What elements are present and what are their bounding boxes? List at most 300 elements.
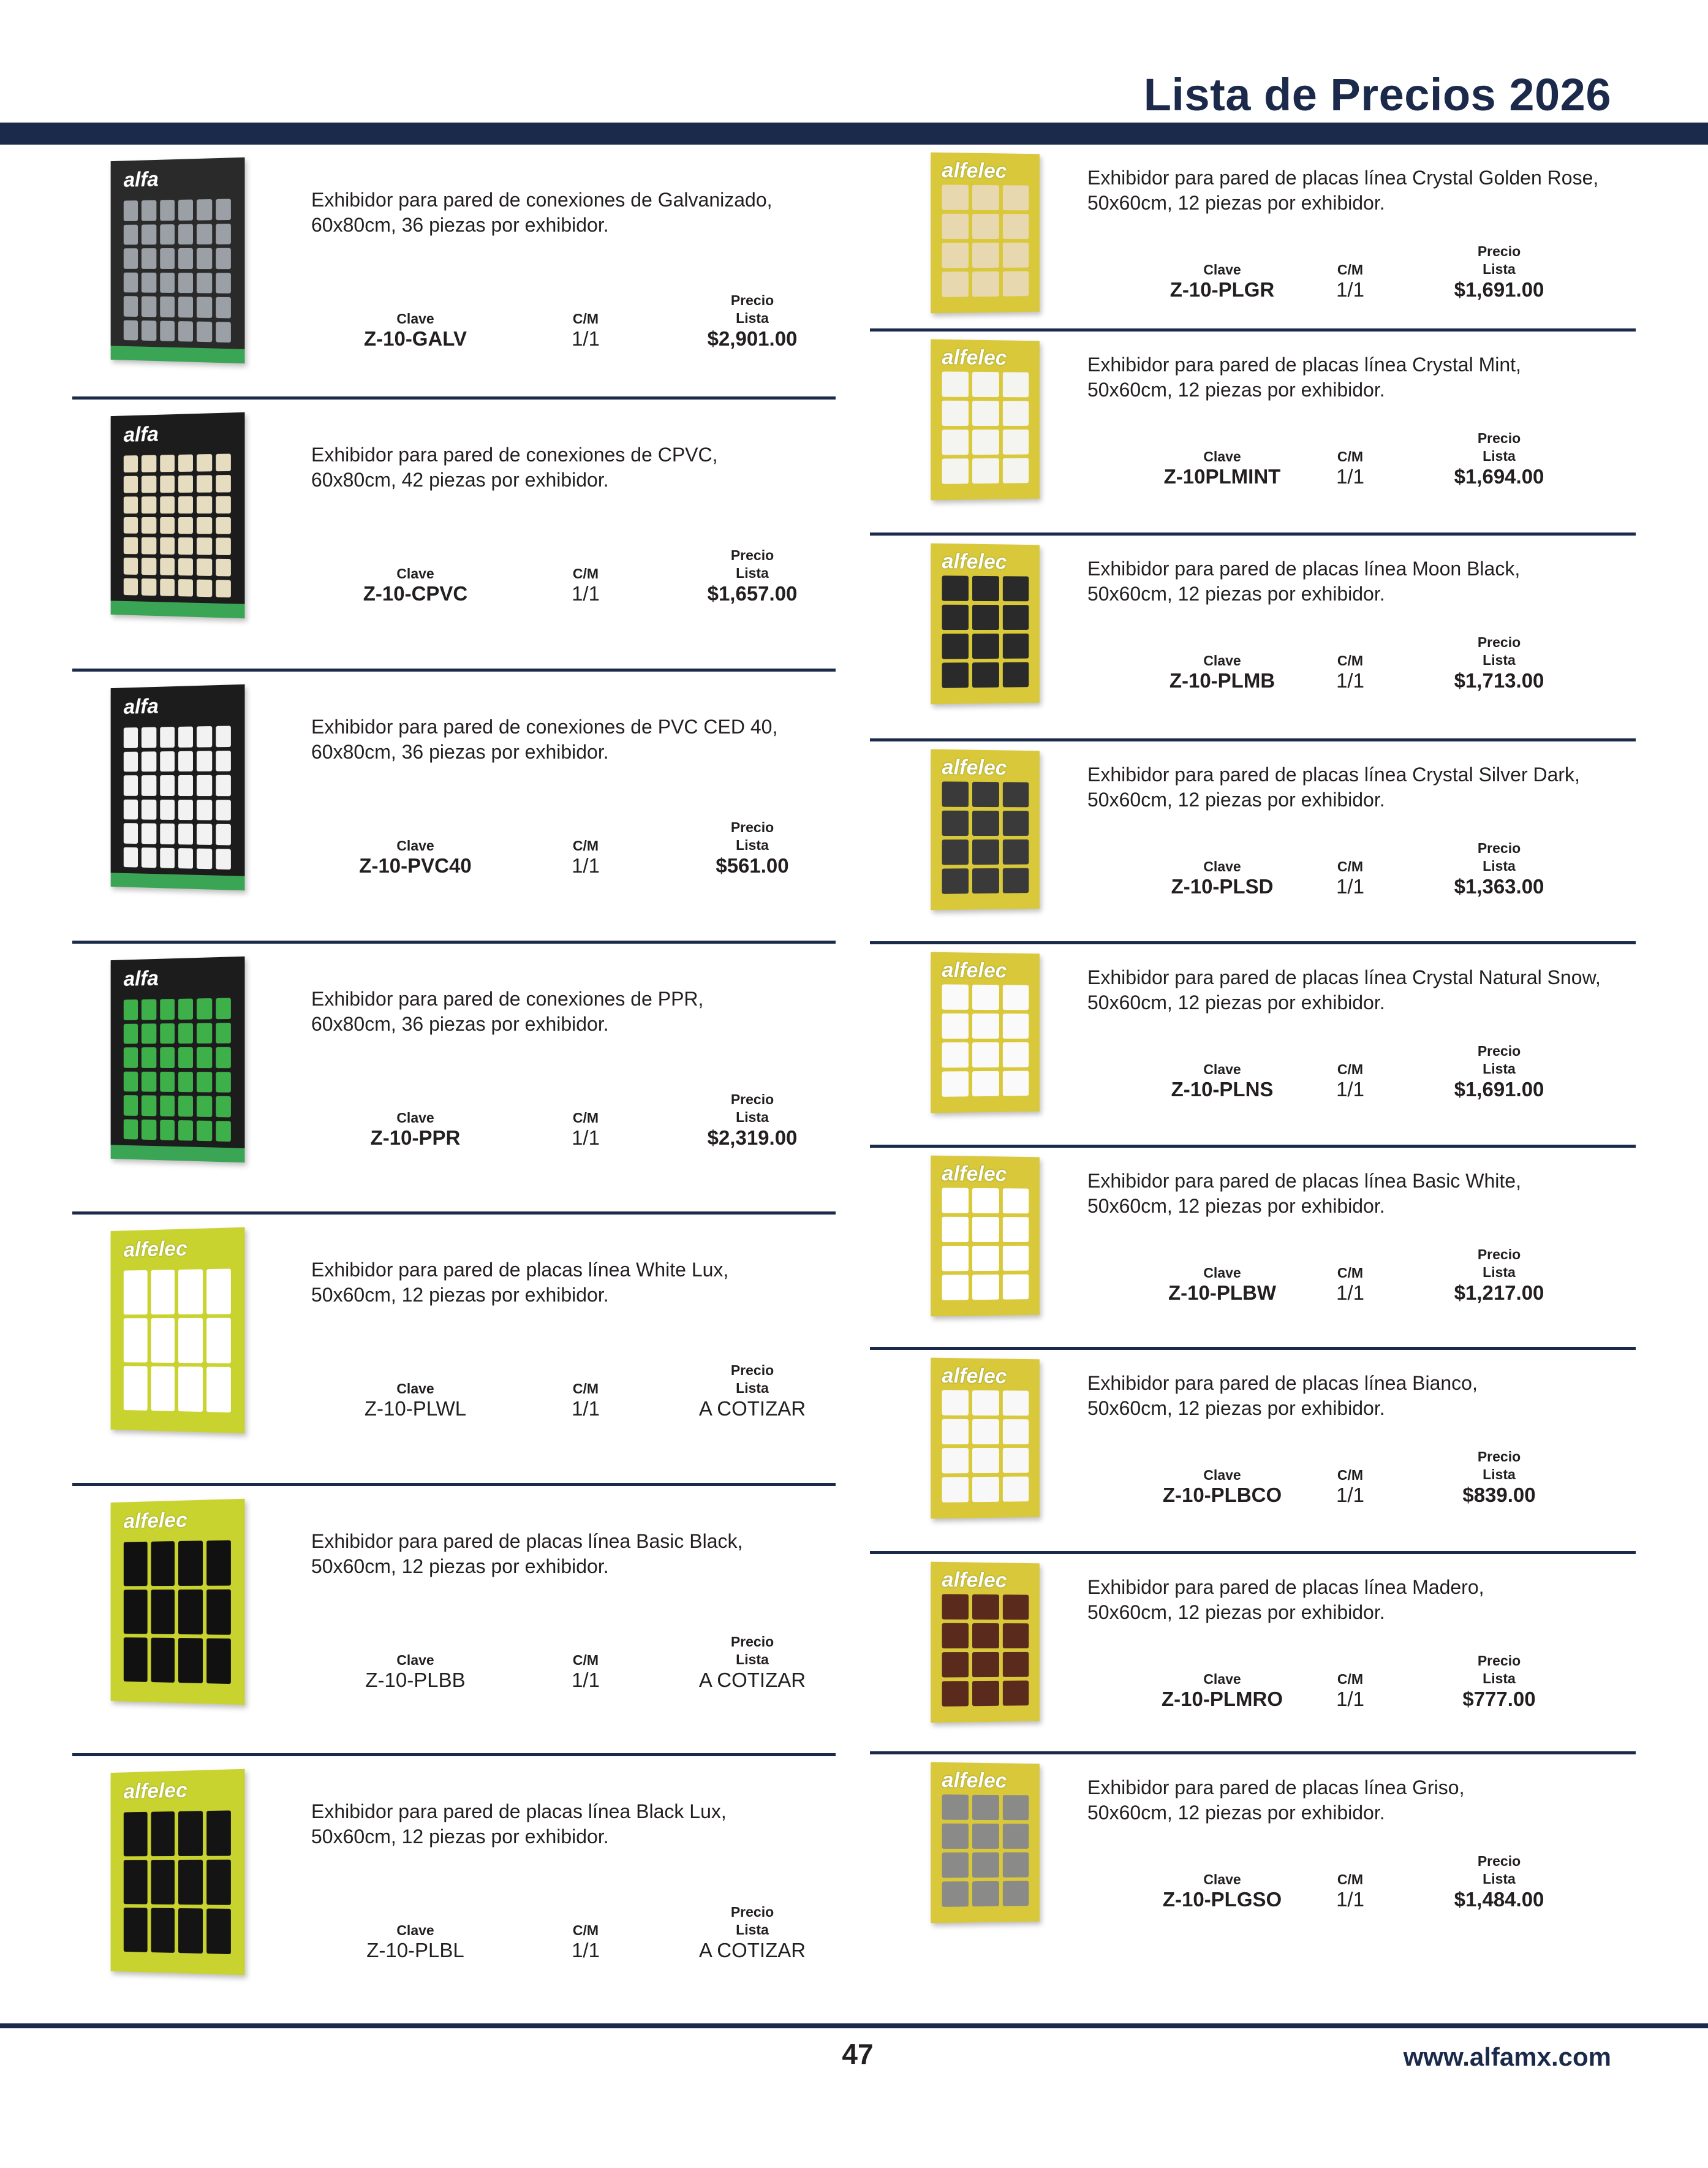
board-piece xyxy=(178,579,193,596)
board-piece xyxy=(124,1023,138,1044)
board-piece xyxy=(942,458,969,484)
clave-label: Clave xyxy=(396,1922,434,1938)
precio-value: $1,713.00 xyxy=(1454,669,1544,692)
product-image xyxy=(931,1156,1040,1316)
clave-value: Z-10-PLSD xyxy=(1171,875,1274,898)
display-board xyxy=(111,1227,245,1433)
board-piece xyxy=(197,199,212,220)
board-grid xyxy=(942,1594,1029,1707)
board-piece xyxy=(1003,985,1029,1010)
cm-label: C/M xyxy=(1337,1265,1364,1281)
board-grid xyxy=(124,726,231,870)
board-piece xyxy=(178,297,193,317)
cm-value: 1/1 xyxy=(1336,1484,1364,1506)
board-piece xyxy=(942,634,969,659)
board-piece xyxy=(942,1419,969,1444)
page-number: 47 xyxy=(842,2038,874,2070)
board-piece xyxy=(216,800,231,821)
board-piece xyxy=(972,1071,999,1096)
board-piece xyxy=(160,824,175,844)
cm-label: C/M xyxy=(572,838,599,854)
board-piece xyxy=(972,1594,999,1620)
board-piece xyxy=(206,1318,231,1363)
board-piece xyxy=(206,1860,231,1905)
product-description: Exhibidor para pared de placas línea Crystal Natural Snow, 50x60cm, 12 piezas por exhibidor. xyxy=(1087,966,1601,1014)
clave-value: Z-10-PLGSO xyxy=(1162,1888,1282,1911)
board-piece xyxy=(124,1637,147,1682)
board-piece xyxy=(160,297,175,317)
clave-value: Z-10-PLBL xyxy=(366,1939,464,1961)
board-grid xyxy=(124,998,231,1142)
board-piece xyxy=(160,799,175,820)
product-image xyxy=(109,159,244,362)
product-description: Exhibidor para pared de conexiones de CPVC, 60x80cm, 42 piezas por exhibidor. xyxy=(311,444,718,491)
board-piece xyxy=(178,1860,203,1905)
board-piece xyxy=(1003,576,1029,601)
cm-label: C/M xyxy=(572,1922,599,1938)
board-piece xyxy=(1003,662,1029,687)
board-piece xyxy=(1003,1419,1029,1444)
board-piece xyxy=(178,1269,203,1314)
board-piece xyxy=(197,580,212,597)
board-piece xyxy=(160,775,175,795)
board-piece xyxy=(1003,214,1029,239)
board-piece xyxy=(124,1590,147,1634)
display-board xyxy=(931,153,1040,314)
board-piece xyxy=(942,1275,969,1300)
board-piece xyxy=(206,1268,231,1314)
board-piece xyxy=(178,496,193,514)
precio-label: Precio Lista xyxy=(1477,1449,1521,1482)
product-item xyxy=(72,944,836,1215)
cm-label: C/M xyxy=(572,1110,599,1126)
board-piece xyxy=(1003,1246,1029,1271)
display-board xyxy=(931,952,1040,1113)
board-piece xyxy=(124,1542,147,1586)
board-piece xyxy=(124,1908,147,1952)
board-piece xyxy=(160,1023,175,1044)
cm-value: 1/1 xyxy=(1336,278,1364,301)
board-piece xyxy=(972,662,999,688)
board-piece xyxy=(197,517,212,534)
cm-label: C/M xyxy=(1337,1671,1364,1687)
product-item xyxy=(72,1756,836,1989)
product-description: Exhibidor para pared de placas línea White Lux, 50x60cm, 12 piezas por exhibidor. xyxy=(311,1259,729,1306)
board-piece xyxy=(197,1096,212,1116)
board-piece xyxy=(972,605,999,630)
board-piece xyxy=(160,727,175,748)
clave-label: Clave xyxy=(396,1110,434,1126)
board-piece xyxy=(972,1246,999,1271)
precio-value: $1,694.00 xyxy=(1454,465,1544,488)
board-piece xyxy=(178,1638,203,1683)
board-piece xyxy=(151,1908,175,1953)
board-piece xyxy=(216,273,231,294)
cm-value: 1/1 xyxy=(1336,465,1364,488)
precio-value: $1,657.00 xyxy=(707,582,798,605)
board-piece xyxy=(942,1042,969,1067)
clave-value: Z-10-PLBW xyxy=(1168,1281,1276,1304)
board-piece xyxy=(1003,1217,1029,1242)
precio-label: Precio Lista xyxy=(1477,840,1521,874)
board-piece xyxy=(197,1072,212,1093)
board-piece xyxy=(1003,1594,1029,1620)
board-piece xyxy=(1003,243,1029,268)
board-piece xyxy=(972,634,999,659)
board-piece xyxy=(142,224,156,244)
product-image xyxy=(109,1501,244,1703)
cm-value: 1/1 xyxy=(1336,1281,1364,1304)
board-piece xyxy=(124,1119,138,1140)
brand-logo: alfelec xyxy=(942,1568,1007,1593)
board-piece xyxy=(942,840,969,865)
board-piece xyxy=(160,537,175,555)
precio-label: Precio Lista xyxy=(1477,243,1521,277)
board-piece xyxy=(206,1810,231,1855)
board-piece xyxy=(151,1541,175,1586)
board-piece xyxy=(216,453,231,471)
product-item xyxy=(870,1554,1636,1754)
display-board xyxy=(931,1762,1040,1924)
board-piece xyxy=(124,1860,147,1904)
clave-value: Z-10-CPVC xyxy=(363,582,468,605)
display-board xyxy=(111,684,245,890)
board-piece xyxy=(1003,1852,1029,1878)
product-image xyxy=(931,153,1040,313)
product-description: Exhibidor para pared de placas línea Griso, 50x60cm, 12 piezas por exhibidor. xyxy=(1087,1776,1465,1824)
board-piece xyxy=(1003,1071,1029,1096)
clave-label: Clave xyxy=(1203,262,1241,278)
board-piece xyxy=(1003,271,1029,296)
board-piece xyxy=(216,517,231,534)
board-piece xyxy=(142,1095,156,1116)
board-piece xyxy=(216,1047,231,1068)
board-piece xyxy=(160,224,175,245)
clave-label: Clave xyxy=(1203,1265,1241,1281)
board-piece xyxy=(178,999,193,1020)
precio-value: $1,484.00 xyxy=(1454,1888,1544,1911)
board-piece xyxy=(972,1448,999,1473)
board-piece xyxy=(142,1047,156,1067)
board-grid xyxy=(124,1540,231,1684)
precio-value: $1,217.00 xyxy=(1454,1281,1544,1304)
board-piece xyxy=(178,224,193,244)
clave-value: Z-10-PLMB xyxy=(1169,669,1275,692)
board-piece xyxy=(178,517,193,534)
board-piece xyxy=(124,578,138,596)
board-piece xyxy=(142,799,156,819)
board-piece xyxy=(972,782,999,807)
board-piece xyxy=(178,1120,193,1141)
board-piece xyxy=(1003,1274,1029,1299)
precio-value: A COTIZAR xyxy=(698,1397,806,1420)
board-piece xyxy=(972,1188,999,1213)
board-grid xyxy=(942,984,1029,1097)
board-piece xyxy=(942,984,969,1010)
board-piece xyxy=(972,372,999,397)
board-piece xyxy=(124,200,138,221)
board-piece xyxy=(972,811,999,836)
board-piece xyxy=(1003,430,1029,455)
board-piece xyxy=(942,1623,969,1648)
board-piece xyxy=(151,1270,175,1314)
precio-label: Precio Lista xyxy=(1477,634,1521,668)
board-piece xyxy=(142,200,156,221)
board-grid xyxy=(942,781,1029,894)
board-piece xyxy=(124,727,138,748)
board-piece xyxy=(1003,840,1029,865)
board-piece xyxy=(216,297,231,318)
board-piece xyxy=(178,1072,193,1093)
product-description: Exhibidor para pared de placas línea Moon Black, 50x60cm, 12 piezas por exhibidor. xyxy=(1087,558,1521,605)
precio-value: $777.00 xyxy=(1462,1688,1536,1710)
board-piece xyxy=(151,1366,175,1411)
board-piece xyxy=(124,537,138,555)
board-piece xyxy=(942,1652,969,1677)
board-piece xyxy=(124,1095,138,1115)
board-piece xyxy=(142,296,156,317)
board-piece xyxy=(942,214,969,239)
board-piece xyxy=(197,273,212,294)
board-piece xyxy=(206,1639,231,1685)
board-piece xyxy=(178,1047,193,1068)
board-piece xyxy=(942,1217,969,1242)
clave-label: Clave xyxy=(1203,858,1241,874)
clave-value: Z-10-PLMRO xyxy=(1162,1688,1283,1710)
product-item xyxy=(72,672,836,944)
board-piece xyxy=(1003,372,1029,397)
product-item xyxy=(72,1486,836,1756)
board-piece xyxy=(124,558,138,575)
product-item xyxy=(870,1148,1636,1350)
board-piece xyxy=(1003,1390,1029,1416)
board-piece xyxy=(1003,185,1029,210)
cm-label: C/M xyxy=(572,566,599,582)
clave-label: Clave xyxy=(1203,1671,1241,1687)
board-piece xyxy=(160,272,175,293)
board-piece xyxy=(1003,1014,1029,1039)
clave-label: Clave xyxy=(396,1381,434,1397)
board-piece xyxy=(972,576,999,601)
precio-label: Precio Lista xyxy=(730,1634,774,1667)
website-link[interactable]: www.alfamx.com xyxy=(1403,2042,1611,2071)
board-piece xyxy=(160,320,175,341)
precio-value: A COTIZAR xyxy=(698,1939,806,1961)
board-piece xyxy=(124,1071,138,1091)
board-piece xyxy=(197,475,212,492)
board-piece xyxy=(972,1275,999,1300)
display-board xyxy=(931,1358,1040,1519)
board-piece xyxy=(160,476,175,493)
display-board xyxy=(111,1499,245,1705)
clave-label: Clave xyxy=(396,311,434,327)
brand-logo: alfelec xyxy=(942,1768,1007,1793)
brand-logo: alfa xyxy=(123,694,159,719)
board-piece xyxy=(197,775,212,796)
clave-value: Z-10-PPR xyxy=(370,1126,461,1149)
precio-label: Precio Lista xyxy=(730,1904,774,1938)
board-grid xyxy=(942,575,1029,688)
board-piece xyxy=(178,800,193,821)
board-piece xyxy=(160,517,175,534)
board-piece xyxy=(1003,401,1029,426)
board-piece xyxy=(942,1188,969,1213)
board-piece xyxy=(1003,1448,1029,1473)
precio-label: Precio Lista xyxy=(730,1091,774,1125)
brand-logo: alfelec xyxy=(942,958,1007,983)
board-piece xyxy=(1003,1881,1029,1906)
cm-value: 1/1 xyxy=(1336,1688,1364,1710)
board-piece xyxy=(942,781,969,807)
board-piece xyxy=(1003,1824,1029,1849)
product-item xyxy=(72,400,836,672)
cm-value: 1/1 xyxy=(572,1397,600,1420)
cm-value: 1/1 xyxy=(572,854,600,877)
board-piece xyxy=(942,430,969,455)
product-description: Exhibidor para pared de placas línea Bianco, 50x60cm, 12 piezas por exhibidor. xyxy=(1087,1372,1478,1419)
display-board xyxy=(931,339,1040,501)
board-piece xyxy=(216,538,231,555)
board-piece xyxy=(972,401,999,426)
board-piece xyxy=(942,271,969,297)
page-title: Lista de Precios 2026 xyxy=(1143,69,1611,120)
display-board xyxy=(931,544,1040,705)
board-piece xyxy=(942,1477,969,1503)
product-image xyxy=(931,1359,1040,1518)
display-board xyxy=(931,1156,1040,1317)
board-piece xyxy=(178,1541,203,1586)
board-piece xyxy=(178,455,193,472)
brand-logo: alfelec xyxy=(123,1778,187,1803)
board-piece xyxy=(972,1477,999,1502)
cm-label: C/M xyxy=(1337,1871,1364,1887)
board-piece xyxy=(142,476,156,493)
board-piece xyxy=(178,775,193,796)
board-piece xyxy=(216,824,231,845)
board-piece xyxy=(216,580,231,597)
board-piece xyxy=(206,1367,231,1413)
board-piece xyxy=(942,1071,969,1097)
board-grid xyxy=(942,1794,1029,1907)
cm-value: 1/1 xyxy=(572,1669,600,1691)
board-piece xyxy=(197,751,212,771)
board-piece xyxy=(942,1681,969,1707)
board-piece xyxy=(178,1023,193,1044)
board-piece xyxy=(1003,868,1029,893)
product-description: Exhibidor para pared de conexiones de PVC CED 40, 60x80cm, 36 piezas por exhibidor. xyxy=(311,716,778,763)
board-piece xyxy=(942,662,969,688)
board-piece xyxy=(142,320,156,341)
board-piece xyxy=(178,273,193,294)
board-piece xyxy=(142,1023,156,1044)
board-piece xyxy=(972,1419,999,1444)
board-piece xyxy=(942,1824,969,1849)
board-piece xyxy=(942,1246,969,1271)
board-piece xyxy=(124,823,138,843)
cm-label: C/M xyxy=(572,1652,599,1668)
clave-label: Clave xyxy=(1203,1871,1241,1887)
board-piece xyxy=(124,847,138,868)
board-piece xyxy=(972,868,999,893)
board-piece xyxy=(972,1217,999,1242)
board-piece xyxy=(942,401,969,426)
board-piece xyxy=(197,824,212,844)
product-image xyxy=(109,1771,244,1973)
product-item xyxy=(870,944,1636,1148)
board-piece xyxy=(972,1795,999,1820)
board-piece xyxy=(1003,782,1029,807)
board-piece xyxy=(942,811,969,836)
board-grid xyxy=(942,1390,1029,1503)
clave-value: Z-10-PLWL xyxy=(364,1397,467,1420)
board-piece xyxy=(197,848,212,869)
precio-label: Precio Lista xyxy=(1477,1653,1521,1686)
board-piece xyxy=(972,1881,999,1906)
board-piece xyxy=(972,840,999,865)
product-image xyxy=(109,686,244,889)
board-piece xyxy=(197,1120,212,1141)
precio-value: $1,363.00 xyxy=(1454,875,1544,898)
board-piece xyxy=(142,517,156,534)
product-description: Exhibidor para pared de placas línea Crystal Silver Dark, 50x60cm, 12 piezas por exhibidor. xyxy=(1087,764,1580,811)
cm-value: 1/1 xyxy=(1336,1078,1364,1101)
board-piece xyxy=(206,1590,231,1635)
board-piece xyxy=(160,579,175,596)
board-piece xyxy=(142,727,156,748)
board-piece xyxy=(197,1023,212,1044)
board-piece xyxy=(124,751,138,771)
board-piece xyxy=(216,224,231,244)
product-description: Exhibidor para pared de placas línea Crystal Mint, 50x60cm, 12 piezas por exhibidor. xyxy=(1087,354,1521,401)
board-piece xyxy=(160,1071,175,1092)
clave-value: Z-10PLMINT xyxy=(1163,465,1281,488)
product-image xyxy=(931,1763,1040,1922)
board-piece xyxy=(160,1120,175,1140)
brand-logo: alfelec xyxy=(942,756,1007,780)
board-piece xyxy=(178,751,193,771)
board-piece xyxy=(197,224,212,244)
board-piece xyxy=(178,824,193,844)
board-piece xyxy=(124,455,138,472)
display-board xyxy=(111,412,245,618)
board-piece xyxy=(972,1852,999,1878)
board-piece xyxy=(124,224,138,244)
clave-label: Clave xyxy=(396,1652,434,1668)
display-board xyxy=(931,749,1040,911)
board-piece xyxy=(178,321,193,342)
board-piece xyxy=(124,476,138,493)
board-piece xyxy=(972,1014,999,1039)
board-piece xyxy=(972,1824,999,1849)
board-piece xyxy=(972,185,999,210)
board-piece xyxy=(972,214,999,239)
cm-value: 1/1 xyxy=(572,582,600,605)
board-piece xyxy=(197,248,212,269)
board-piece xyxy=(197,496,212,513)
board-grid xyxy=(124,199,231,343)
cm-label: C/M xyxy=(572,1381,599,1397)
board-piece xyxy=(142,248,156,268)
board-piece xyxy=(178,537,193,555)
board-piece xyxy=(216,849,231,870)
precio-label: Precio Lista xyxy=(730,819,774,853)
board-piece xyxy=(142,272,156,292)
board-piece xyxy=(124,320,138,341)
brand-logo: alfelec xyxy=(942,346,1007,370)
board-piece xyxy=(972,1623,999,1648)
board-piece xyxy=(124,296,138,316)
board-piece xyxy=(1003,1623,1029,1648)
